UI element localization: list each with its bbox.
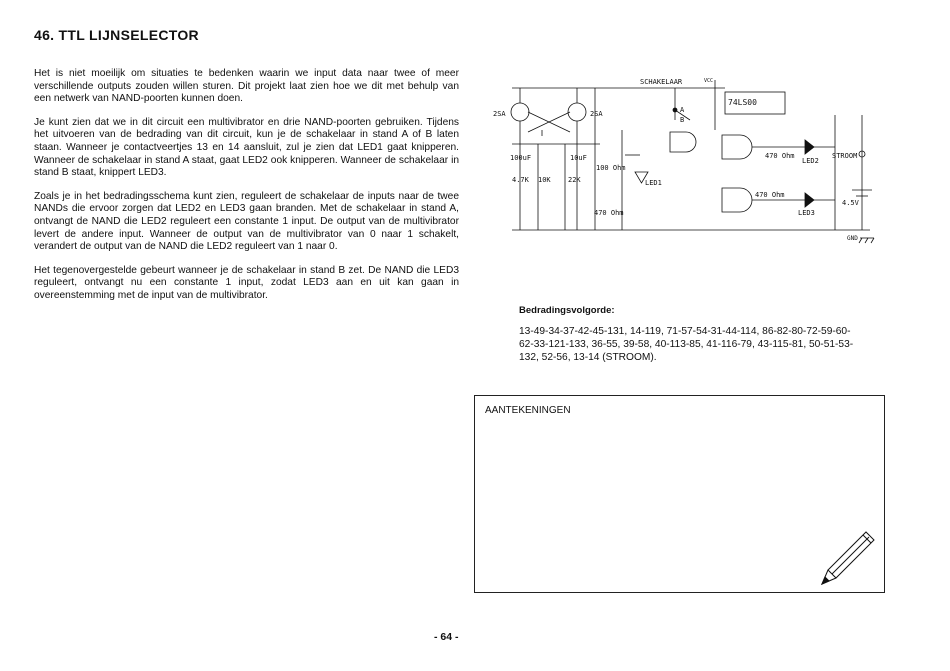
paragraph: Zoals je in het bedradingsschema kunt zien, reguleert de schakelaar de inputs naar de twee NANDs die ervoor zorgen dat LED2 en LED3 gaan branden. Met de schakelaar in stand A, ontvangt de NAND die LED2 reguleert een constante 1 input. De output van de multivibrator levert de andere input. Wanneer de output van de multivibrator van 0 naar 1 schakelt, verandert de output van de NAND die LED2 reguleert van 1 naar 0. bbox=[34, 190, 459, 253]
nand-gate-2 bbox=[722, 188, 752, 212]
label-gnd: GND bbox=[847, 235, 858, 242]
label-r-470-a: 470 Ohm bbox=[594, 209, 624, 217]
label-r-100: 100 Ohm bbox=[596, 164, 626, 172]
label-switch: SCHAKELAAR bbox=[640, 78, 683, 86]
label-led1: LED1 bbox=[645, 179, 662, 187]
led3-symbol bbox=[805, 193, 814, 207]
circuit-schematic bbox=[490, 70, 890, 250]
paragraph: Het tegenovergestelde gebeurt wanneer je de schakelaar in stand B zet. De NAND die LED3 reguleert, ontvangt nu een constante 1 input, zodat LED3 aan en uit kan gaan in overeenstemming met de input van de multivibrator. bbox=[34, 264, 459, 301]
nand-gate-1 bbox=[722, 135, 752, 159]
body-text bbox=[34, 68, 459, 314]
page-title: 46. TTL LIJNSELECTOR bbox=[34, 27, 199, 43]
paragraph: Het is niet moeilijk om situaties te bedenken waarin we input data naar twee of meer verschillende outputs zouden willen sturen. Dit projekt laat zien hoe we dit met behulp van een netwerk van NAND-poorten kunnen doen. bbox=[34, 68, 459, 105]
label-pos-a: A bbox=[680, 106, 685, 114]
nand-gate-0 bbox=[670, 132, 696, 152]
label-vcc: VCC bbox=[704, 78, 714, 84]
transistor-right bbox=[568, 103, 586, 121]
label-led3: LED3 bbox=[798, 209, 815, 217]
label-cap-100uf: 100uF bbox=[510, 154, 532, 162]
paragraph: Je kunt zien dat we in dit circuit een multivibrator en drie NAND-poorten gebruiken. Tijdens het uitvoeren van de bedrading van dit circuit, kun je de schakelaar in stand A of B laten staan. Wanneer je contactveertjes 13 en 14 aansluit, zul je zien dat LED1 gaat knipperen. Wanneer de schakelaar in stand A staat, gaat LED2 ook knipperen. Wanneer de schakelaar in stand B staat, knippert LED3. bbox=[34, 116, 459, 179]
label-power: STROOM bbox=[832, 152, 858, 160]
label-led2: LED2 bbox=[802, 157, 819, 165]
label-r-10k: 10K bbox=[538, 176, 551, 184]
label-r-22k: 22K bbox=[568, 176, 581, 184]
label-ic: 74LS00 bbox=[728, 98, 757, 107]
label-r-470-b: 470 Ohm bbox=[765, 152, 795, 160]
page-number: - 64 - bbox=[434, 631, 459, 643]
label-pos-b: B bbox=[680, 116, 685, 124]
label-r-470-c: 470 Ohm bbox=[755, 191, 785, 199]
pencil-icon bbox=[816, 526, 878, 588]
transistor-left bbox=[511, 103, 529, 121]
notes-box bbox=[474, 395, 885, 593]
label-r-4-7k: 4.7K bbox=[512, 176, 529, 184]
wiring-order-sequence: 13-49-34-37-42-45-131, 14-119, 71-57-54-31-44-114, 86-82-80-72-59-60-62-33-121-133, 36-55, 39-58, 40-113-85, 41-116-79, 43-115-81, 50-51-53-132, 52-56, 13-14 (STROOM). bbox=[519, 326, 854, 363]
label-2sa-right: 2SA bbox=[590, 110, 603, 118]
led2-symbol bbox=[805, 140, 814, 154]
label-2sa-left: 2SA bbox=[493, 110, 506, 118]
label-battery: 4.5V bbox=[842, 199, 859, 207]
notes-label: AANTEKENINGEN bbox=[485, 405, 571, 416]
wiring-order-title: Bedradingsvolgorde: bbox=[519, 305, 615, 316]
label-cap-10uf: 10uF bbox=[570, 154, 587, 162]
